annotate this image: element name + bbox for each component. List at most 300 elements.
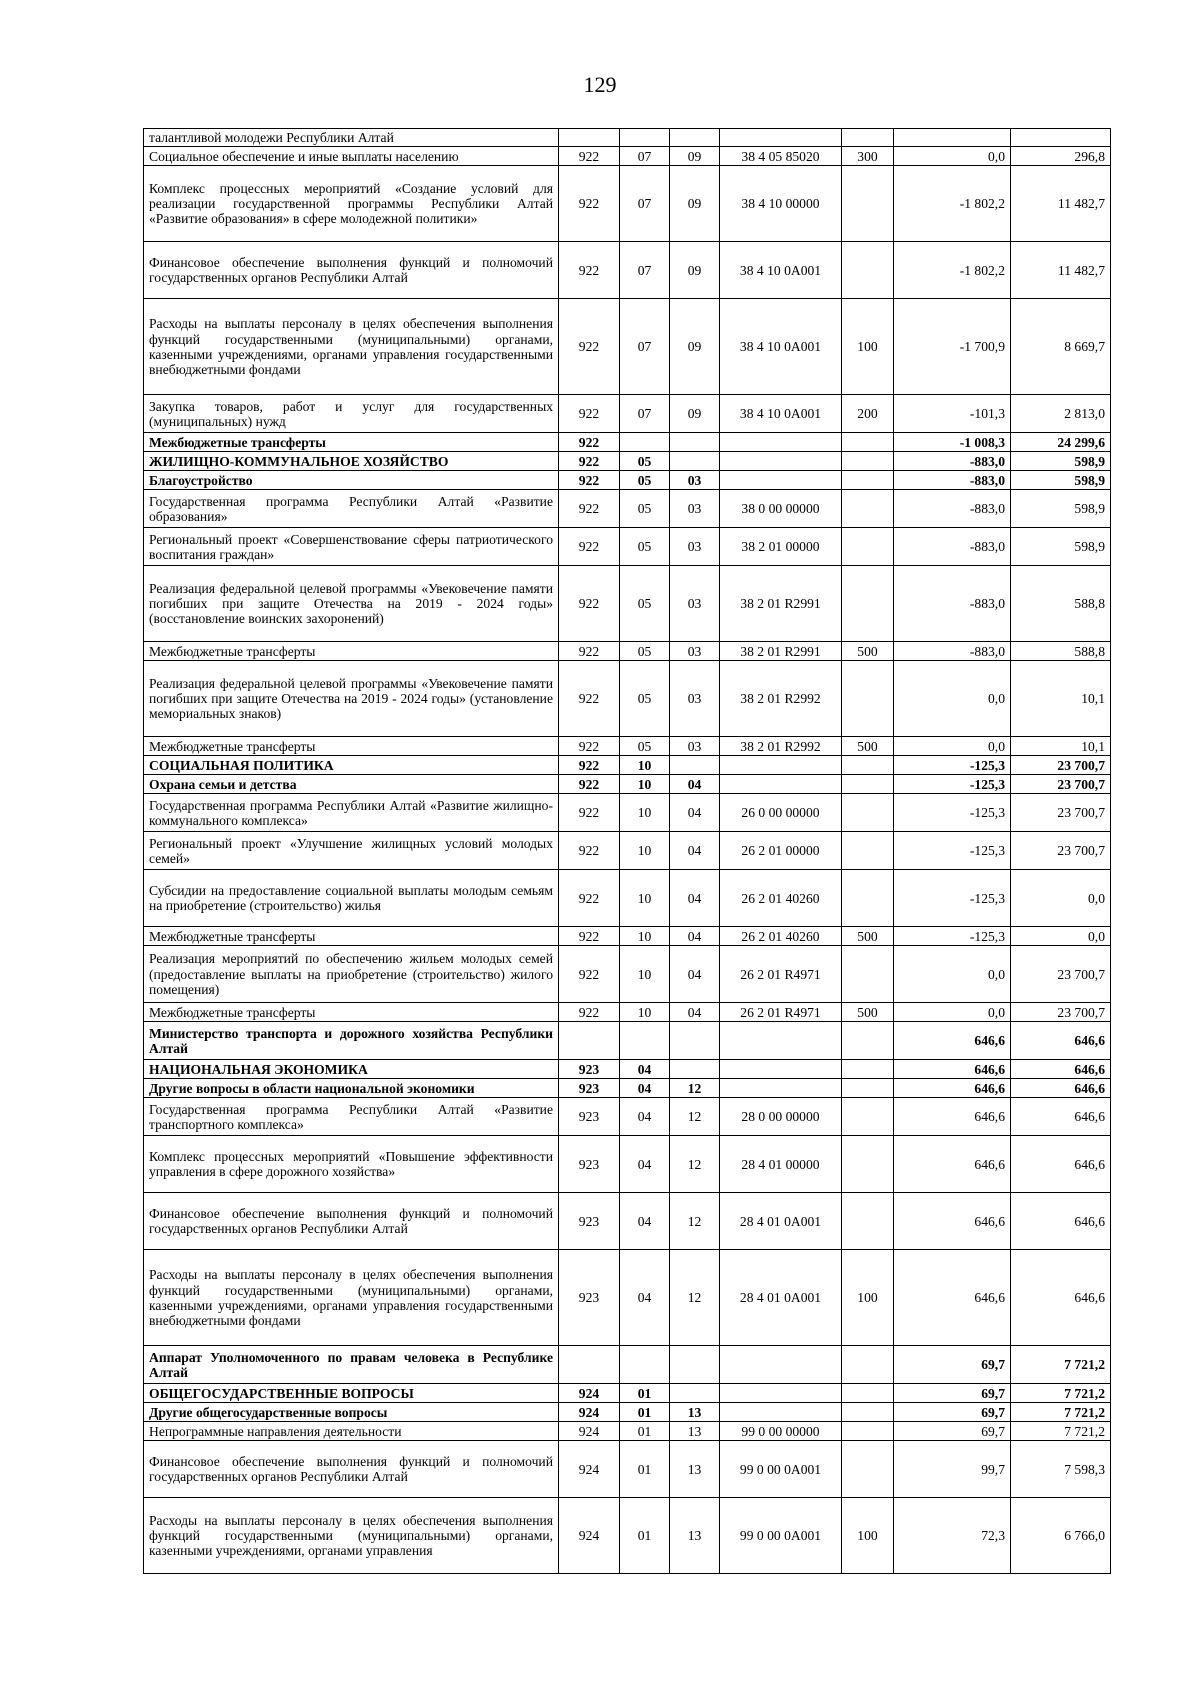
row-section-code: 05 bbox=[620, 452, 670, 471]
row-subsection-code: 03 bbox=[670, 737, 720, 756]
row-target-article-code: 99 0 00 00000 bbox=[720, 1422, 842, 1441]
row-amount-total: 7 721,2 bbox=[1011, 1422, 1111, 1441]
row-amount-total: 646,6 bbox=[1011, 1136, 1111, 1193]
table-row bbox=[144, 490, 1111, 528]
row-name: Аппарат Уполномоченного по правам человека в Республике Алтай bbox=[144, 1346, 559, 1384]
table-row bbox=[144, 1422, 1111, 1441]
row-amount-change: -883,0 bbox=[894, 452, 1011, 471]
row-expense-type-code bbox=[842, 1384, 894, 1403]
row-subsection-code bbox=[670, 452, 720, 471]
row-amount-change: 0,0 bbox=[894, 1003, 1011, 1022]
row-amount-total: 2 813,0 bbox=[1011, 395, 1111, 433]
row-grbs-code: 923 bbox=[559, 1193, 620, 1250]
row-grbs-code bbox=[559, 129, 620, 147]
row-expense-type-code bbox=[842, 832, 894, 870]
row-grbs-code bbox=[559, 1346, 620, 1384]
table-row bbox=[144, 1079, 1111, 1098]
row-amount-change: 0,0 bbox=[894, 946, 1011, 1003]
row-section-code: 05 bbox=[620, 661, 670, 737]
row-subsection-code: 04 bbox=[670, 832, 720, 870]
row-amount-change: -883,0 bbox=[894, 471, 1011, 490]
row-subsection-code: 04 bbox=[670, 794, 720, 832]
row-section-code: 04 bbox=[620, 1060, 670, 1079]
row-amount-total: 0,0 bbox=[1011, 870, 1111, 927]
table-row bbox=[144, 1003, 1111, 1022]
row-target-article-code: 38 2 01 R2992 bbox=[720, 737, 842, 756]
row-target-article-code bbox=[720, 1403, 842, 1422]
row-subsection-code: 03 bbox=[670, 566, 720, 642]
row-subsection-code bbox=[670, 433, 720, 452]
row-amount-change: -1 008,3 bbox=[894, 433, 1011, 452]
row-amount-change: -125,3 bbox=[894, 832, 1011, 870]
row-target-article-code bbox=[720, 1022, 842, 1060]
row-amount-total: 598,9 bbox=[1011, 471, 1111, 490]
row-expense-type-code: 300 bbox=[842, 147, 894, 166]
row-section-code: 04 bbox=[620, 1250, 670, 1346]
row-amount-total: 23 700,7 bbox=[1011, 794, 1111, 832]
row-name: талантливой молодежи Республики Алтай bbox=[144, 129, 559, 147]
row-name: Другие общегосударственные вопросы bbox=[144, 1403, 559, 1422]
row-amount-total: 646,6 bbox=[1011, 1079, 1111, 1098]
row-amount-change: -1 700,9 bbox=[894, 299, 1011, 395]
row-expense-type-code bbox=[842, 946, 894, 1003]
row-grbs-code: 922 bbox=[559, 299, 620, 395]
row-section-code: 01 bbox=[620, 1384, 670, 1403]
row-expense-type-code bbox=[842, 1136, 894, 1193]
row-amount-change: -125,3 bbox=[894, 756, 1011, 775]
row-subsection-code: 04 bbox=[670, 1003, 720, 1022]
row-name: Государственная программа Республики Алтай «Развитие жилищно-коммунального комплекса» bbox=[144, 794, 559, 832]
row-target-article-code bbox=[720, 1346, 842, 1384]
row-target-article-code: 99 0 00 0A001 bbox=[720, 1498, 842, 1574]
row-section-code: 10 bbox=[620, 794, 670, 832]
row-subsection-code: 03 bbox=[670, 528, 720, 566]
row-subsection-code: 03 bbox=[670, 490, 720, 528]
row-subsection-code: 04 bbox=[670, 870, 720, 927]
row-subsection-code: 09 bbox=[670, 299, 720, 395]
row-grbs-code: 923 bbox=[559, 1060, 620, 1079]
row-subsection-code: 04 bbox=[670, 946, 720, 1003]
row-subsection-code bbox=[670, 1022, 720, 1060]
row-amount-total: 23 700,7 bbox=[1011, 946, 1111, 1003]
row-section-code: 10 bbox=[620, 1003, 670, 1022]
row-section-code: 04 bbox=[620, 1136, 670, 1193]
row-target-article-code: 38 4 10 0A001 bbox=[720, 299, 842, 395]
row-section-code: 04 bbox=[620, 1098, 670, 1136]
row-amount-change bbox=[894, 129, 1011, 147]
row-amount-change: -125,3 bbox=[894, 927, 1011, 946]
row-amount-change: -125,3 bbox=[894, 870, 1011, 927]
row-grbs-code: 922 bbox=[559, 832, 620, 870]
row-name: Комплекс процессных мероприятий «Повышение эффективности управления в сфере дорожного хозяйства» bbox=[144, 1136, 559, 1193]
row-amount-change: 646,6 bbox=[894, 1079, 1011, 1098]
row-expense-type-code bbox=[842, 1346, 894, 1384]
table-row bbox=[144, 1136, 1111, 1193]
row-section-code bbox=[620, 1346, 670, 1384]
row-amount-total: 0,0 bbox=[1011, 927, 1111, 946]
row-expense-type-code: 500 bbox=[842, 1003, 894, 1022]
row-expense-type-code bbox=[842, 528, 894, 566]
row-amount-change: -125,3 bbox=[894, 794, 1011, 832]
table-row bbox=[144, 737, 1111, 756]
row-section-code: 01 bbox=[620, 1422, 670, 1441]
row-expense-type-code bbox=[842, 1193, 894, 1250]
table-row bbox=[144, 528, 1111, 566]
row-section-code bbox=[620, 433, 670, 452]
row-section-code: 05 bbox=[620, 566, 670, 642]
row-grbs-code: 922 bbox=[559, 737, 620, 756]
row-amount-change: -883,0 bbox=[894, 528, 1011, 566]
row-amount-change: 69,7 bbox=[894, 1403, 1011, 1422]
row-amount-total: 7 721,2 bbox=[1011, 1384, 1111, 1403]
row-subsection-code: 09 bbox=[670, 395, 720, 433]
row-name: НАЦИОНАЛЬНАЯ ЭКОНОМИКА bbox=[144, 1060, 559, 1079]
row-subsection-code: 09 bbox=[670, 147, 720, 166]
row-grbs-code: 922 bbox=[559, 147, 620, 166]
row-target-article-code: 28 4 01 00000 bbox=[720, 1136, 842, 1193]
row-name: Межбюджетные трансферты bbox=[144, 737, 559, 756]
row-grbs-code: 924 bbox=[559, 1422, 620, 1441]
row-amount-change: -125,3 bbox=[894, 775, 1011, 794]
table-row bbox=[144, 661, 1111, 737]
row-target-article-code: 38 0 00 00000 bbox=[720, 490, 842, 528]
row-amount-total: 11 482,7 bbox=[1011, 242, 1111, 299]
table-row bbox=[144, 166, 1111, 242]
row-target-article-code: 38 4 10 0A001 bbox=[720, 395, 842, 433]
table-row bbox=[144, 1193, 1111, 1250]
row-grbs-code: 922 bbox=[559, 756, 620, 775]
row-expense-type-code: 100 bbox=[842, 1498, 894, 1574]
row-name: Субсидии на предоставление социальной выплаты молодым семьям на приобретение (строительство) жилья bbox=[144, 870, 559, 927]
row-expense-type-code bbox=[842, 870, 894, 927]
row-grbs-code: 922 bbox=[559, 1003, 620, 1022]
row-target-article-code: 28 4 01 0A001 bbox=[720, 1250, 842, 1346]
row-amount-change: 646,6 bbox=[894, 1022, 1011, 1060]
row-amount-change: 99,7 bbox=[894, 1441, 1011, 1498]
row-name: Закупка товаров, работ и услуг для государственных (муниципальных) нужд bbox=[144, 395, 559, 433]
row-expense-type-code bbox=[842, 166, 894, 242]
row-expense-type-code bbox=[842, 1060, 894, 1079]
row-target-article-code bbox=[720, 452, 842, 471]
row-grbs-code: 923 bbox=[559, 1250, 620, 1346]
row-section-code: 07 bbox=[620, 166, 670, 242]
row-amount-total: 23 700,7 bbox=[1011, 832, 1111, 870]
row-subsection-code: 12 bbox=[670, 1098, 720, 1136]
table-row bbox=[144, 299, 1111, 395]
row-amount-total: 646,6 bbox=[1011, 1250, 1111, 1346]
row-subsection-code: 03 bbox=[670, 642, 720, 661]
row-target-article-code bbox=[720, 775, 842, 794]
row-subsection-code bbox=[670, 129, 720, 147]
row-name: Расходы на выплаты персоналу в целях обеспечения выполнения функций государственными (муниципальными) органами, казенными учреждениями, органами управления bbox=[144, 1498, 559, 1574]
table-row bbox=[144, 242, 1111, 299]
table-row bbox=[144, 870, 1111, 927]
row-section-code: 10 bbox=[620, 756, 670, 775]
row-name: Министерство транспорта и дорожного хозяйства Республики Алтай bbox=[144, 1022, 559, 1060]
row-target-article-code bbox=[720, 756, 842, 775]
row-section-code: 07 bbox=[620, 299, 670, 395]
row-expense-type-code: 100 bbox=[842, 1250, 894, 1346]
table-row bbox=[144, 1403, 1111, 1422]
row-target-article-code bbox=[720, 471, 842, 490]
row-grbs-code: 924 bbox=[559, 1441, 620, 1498]
row-subsection-code: 13 bbox=[670, 1498, 720, 1574]
row-target-article-code bbox=[720, 1384, 842, 1403]
row-name: Межбюджетные трансферты bbox=[144, 927, 559, 946]
row-amount-change: 0,0 bbox=[894, 661, 1011, 737]
row-amount-total: 7 598,3 bbox=[1011, 1441, 1111, 1498]
row-target-article-code: 28 0 00 00000 bbox=[720, 1098, 842, 1136]
row-expense-type-code bbox=[842, 452, 894, 471]
row-grbs-code: 924 bbox=[559, 1498, 620, 1574]
row-expense-type-code bbox=[842, 1098, 894, 1136]
row-name: Финансовое обеспечение выполнения функций и полномочий государственных органов Республики Алтай bbox=[144, 1193, 559, 1250]
row-grbs-code: 922 bbox=[559, 433, 620, 452]
row-amount-total: 588,8 bbox=[1011, 566, 1111, 642]
row-name: Расходы на выплаты персоналу в целях обеспечения выполнения функций государственными (муниципальными) органами, казенными учреждениями, органами управления государственными внебюджетными фондами bbox=[144, 1250, 559, 1346]
row-amount-total: 8 669,7 bbox=[1011, 299, 1111, 395]
table-row bbox=[144, 1441, 1111, 1498]
row-amount-total: 646,6 bbox=[1011, 1060, 1111, 1079]
row-subsection-code: 03 bbox=[670, 661, 720, 737]
row-subsection-code: 13 bbox=[670, 1422, 720, 1441]
row-grbs-code: 922 bbox=[559, 794, 620, 832]
row-target-article-code: 38 4 10 00000 bbox=[720, 166, 842, 242]
table-row bbox=[144, 395, 1111, 433]
row-amount-total: 588,8 bbox=[1011, 642, 1111, 661]
row-amount-change: -101,3 bbox=[894, 395, 1011, 433]
row-target-article-code bbox=[720, 129, 842, 147]
budget-table bbox=[143, 128, 1111, 1574]
row-target-article-code: 26 2 01 40260 bbox=[720, 870, 842, 927]
row-name: Государственная программа Республики Алтай «Развитие образования» bbox=[144, 490, 559, 528]
row-target-article-code: 38 4 10 0A001 bbox=[720, 242, 842, 299]
row-name: Реализация мероприятий по обеспечению жильем молодых семей (предоставление выплаты на приобретение (строительство) жилого помещения) bbox=[144, 946, 559, 1003]
row-section-code bbox=[620, 1022, 670, 1060]
row-expense-type-code bbox=[842, 129, 894, 147]
table-row bbox=[144, 794, 1111, 832]
table-row bbox=[144, 775, 1111, 794]
row-name: Государственная программа Республики Алтай «Развитие транспортного комплекса» bbox=[144, 1098, 559, 1136]
row-expense-type-code bbox=[842, 490, 894, 528]
table-row bbox=[144, 129, 1111, 147]
row-amount-change: -1 802,2 bbox=[894, 166, 1011, 242]
row-expense-type-code bbox=[842, 775, 894, 794]
row-amount-change: -883,0 bbox=[894, 566, 1011, 642]
row-amount-change: 646,6 bbox=[894, 1250, 1011, 1346]
row-amount-total: 10,1 bbox=[1011, 661, 1111, 737]
row-section-code: 01 bbox=[620, 1441, 670, 1498]
row-grbs-code: 922 bbox=[559, 395, 620, 433]
row-subsection-code bbox=[670, 1346, 720, 1384]
row-expense-type-code bbox=[842, 471, 894, 490]
row-name: Расходы на выплаты персоналу в целях обеспечения выполнения функций государственными (муниципальными) органами, казенными учреждениями, органами управления государственными внебюджетными фондами bbox=[144, 299, 559, 395]
row-grbs-code: 922 bbox=[559, 166, 620, 242]
row-name: ЖИЛИЩНО-КОММУНАЛЬНОЕ ХОЗЯЙСТВО bbox=[144, 452, 559, 471]
row-expense-type-code: 500 bbox=[842, 642, 894, 661]
row-target-article-code: 38 2 01 R2992 bbox=[720, 661, 842, 737]
row-name: СОЦИАЛЬНАЯ ПОЛИТИКА bbox=[144, 756, 559, 775]
table-row bbox=[144, 927, 1111, 946]
row-target-article-code: 26 0 00 00000 bbox=[720, 794, 842, 832]
row-grbs-code: 922 bbox=[559, 775, 620, 794]
row-grbs-code: 922 bbox=[559, 642, 620, 661]
row-expense-type-code bbox=[842, 1422, 894, 1441]
row-target-article-code: 38 2 01 R2991 bbox=[720, 642, 842, 661]
row-amount-total: 296,8 bbox=[1011, 147, 1111, 166]
row-grbs-code: 922 bbox=[559, 528, 620, 566]
row-section-code: 07 bbox=[620, 147, 670, 166]
row-subsection-code: 09 bbox=[670, 166, 720, 242]
row-name: ОБЩЕГОСУДАРСТВЕННЫЕ ВОПРОСЫ bbox=[144, 1384, 559, 1403]
row-target-article-code: 38 2 01 R2991 bbox=[720, 566, 842, 642]
row-grbs-code: 924 bbox=[559, 1384, 620, 1403]
row-target-article-code: 26 2 01 R4971 bbox=[720, 946, 842, 1003]
row-amount-change: 0,0 bbox=[894, 147, 1011, 166]
row-subsection-code: 13 bbox=[670, 1441, 720, 1498]
row-amount-total: 646,6 bbox=[1011, 1193, 1111, 1250]
row-target-article-code: 99 0 00 0A001 bbox=[720, 1441, 842, 1498]
row-amount-change: 72,3 bbox=[894, 1498, 1011, 1574]
row-amount-total: 11 482,7 bbox=[1011, 166, 1111, 242]
table-row bbox=[144, 946, 1111, 1003]
row-target-article-code bbox=[720, 1060, 842, 1079]
table-row bbox=[144, 147, 1111, 166]
page-number: 129 bbox=[583, 72, 617, 97]
row-amount-change: 69,7 bbox=[894, 1384, 1011, 1403]
row-target-article-code: 26 2 01 R4971 bbox=[720, 1003, 842, 1022]
row-section-code: 07 bbox=[620, 242, 670, 299]
row-grbs-code: 922 bbox=[559, 242, 620, 299]
row-name: Финансовое обеспечение выполнения функций и полномочий государственных органов Республики Алтай bbox=[144, 1441, 559, 1498]
row-expense-type-code bbox=[842, 1022, 894, 1060]
row-name: Межбюджетные трансферты bbox=[144, 1003, 559, 1022]
row-section-code: 05 bbox=[620, 642, 670, 661]
row-expense-type-code bbox=[842, 794, 894, 832]
row-amount-total: 24 299,6 bbox=[1011, 433, 1111, 452]
row-amount-total bbox=[1011, 129, 1111, 147]
row-subsection-code: 12 bbox=[670, 1079, 720, 1098]
table-row bbox=[144, 642, 1111, 661]
row-section-code: 10 bbox=[620, 775, 670, 794]
row-amount-total: 23 700,7 bbox=[1011, 756, 1111, 775]
row-amount-change: 0,0 bbox=[894, 737, 1011, 756]
row-subsection-code: 04 bbox=[670, 775, 720, 794]
row-section-code: 10 bbox=[620, 832, 670, 870]
row-section-code: 10 bbox=[620, 927, 670, 946]
row-expense-type-code bbox=[842, 1441, 894, 1498]
table-row bbox=[144, 1098, 1111, 1136]
row-expense-type-code bbox=[842, 1403, 894, 1422]
row-name: Финансовое обеспечение выполнения функций и полномочий государственных органов Республики Алтай bbox=[144, 242, 559, 299]
table-row bbox=[144, 1384, 1111, 1403]
row-grbs-code: 923 bbox=[559, 1136, 620, 1193]
table-row bbox=[144, 433, 1111, 452]
row-name: Межбюджетные трансферты bbox=[144, 642, 559, 661]
row-target-article-code: 26 2 01 40260 bbox=[720, 927, 842, 946]
row-grbs-code: 922 bbox=[559, 661, 620, 737]
row-name: Социальное обеспечение и иные выплаты населению bbox=[144, 147, 559, 166]
row-section-code: 04 bbox=[620, 1079, 670, 1098]
row-name: Другие вопросы в области национальной экономики bbox=[144, 1079, 559, 1098]
row-grbs-code bbox=[559, 1022, 620, 1060]
row-expense-type-code: 100 bbox=[842, 299, 894, 395]
row-amount-change: 646,6 bbox=[894, 1193, 1011, 1250]
row-amount-total: 10,1 bbox=[1011, 737, 1111, 756]
table-row bbox=[144, 756, 1111, 775]
row-subsection-code: 03 bbox=[670, 471, 720, 490]
row-amount-change: 646,6 bbox=[894, 1136, 1011, 1193]
row-target-article-code: 38 2 01 00000 bbox=[720, 528, 842, 566]
row-amount-total: 23 700,7 bbox=[1011, 1003, 1111, 1022]
row-subsection-code: 13 bbox=[670, 1403, 720, 1422]
row-expense-type-code bbox=[842, 661, 894, 737]
row-subsection-code bbox=[670, 1060, 720, 1079]
table-row bbox=[144, 1346, 1111, 1384]
row-grbs-code: 922 bbox=[559, 471, 620, 490]
row-amount-change: -883,0 bbox=[894, 490, 1011, 528]
row-section-code: 05 bbox=[620, 471, 670, 490]
table-row bbox=[144, 832, 1111, 870]
row-expense-type-code: 500 bbox=[842, 737, 894, 756]
table-row bbox=[144, 566, 1111, 642]
row-amount-total: 23 700,7 bbox=[1011, 775, 1111, 794]
row-grbs-code: 922 bbox=[559, 927, 620, 946]
row-section-code bbox=[620, 129, 670, 147]
row-amount-total: 598,9 bbox=[1011, 490, 1111, 528]
row-amount-change: 646,6 bbox=[894, 1098, 1011, 1136]
row-grbs-code: 922 bbox=[559, 870, 620, 927]
row-amount-total: 6 766,0 bbox=[1011, 1498, 1111, 1574]
row-name: Региональный проект «Улучшение жилищных условий молодых семей» bbox=[144, 832, 559, 870]
table-row bbox=[144, 1022, 1111, 1060]
table-row bbox=[144, 1498, 1111, 1574]
row-target-article-code bbox=[720, 433, 842, 452]
row-grbs-code: 923 bbox=[559, 1098, 620, 1136]
row-expense-type-code bbox=[842, 433, 894, 452]
row-subsection-code: 12 bbox=[670, 1136, 720, 1193]
row-amount-change: 69,7 bbox=[894, 1422, 1011, 1441]
row-amount-total: 646,6 bbox=[1011, 1022, 1111, 1060]
row-section-code: 07 bbox=[620, 395, 670, 433]
row-section-code: 04 bbox=[620, 1193, 670, 1250]
row-name: Охрана семьи и детства bbox=[144, 775, 559, 794]
row-section-code: 10 bbox=[620, 946, 670, 1003]
table-row bbox=[144, 1250, 1111, 1346]
row-expense-type-code bbox=[842, 566, 894, 642]
row-subsection-code: 12 bbox=[670, 1193, 720, 1250]
row-expense-type-code bbox=[842, 1079, 894, 1098]
row-subsection-code: 12 bbox=[670, 1250, 720, 1346]
row-subsection-code: 09 bbox=[670, 242, 720, 299]
row-amount-total: 7 721,2 bbox=[1011, 1403, 1111, 1422]
row-name: Реализация федеральной целевой программы «Увековечение памяти погибших при защите Отечества на 2019 - 2024 годы» (установление мемориальных знаков) bbox=[144, 661, 559, 737]
row-grbs-code: 922 bbox=[559, 452, 620, 471]
row-expense-type-code bbox=[842, 242, 894, 299]
row-amount-total: 598,9 bbox=[1011, 528, 1111, 566]
row-section-code: 05 bbox=[620, 528, 670, 566]
row-target-article-code bbox=[720, 1079, 842, 1098]
row-section-code: 05 bbox=[620, 490, 670, 528]
row-name: Комплекс процессных мероприятий «Создание условий для реализации государственной программы Республики Алтай «Развитие образования» в сфере молодежной политики» bbox=[144, 166, 559, 242]
row-amount-change: -883,0 bbox=[894, 642, 1011, 661]
row-amount-change: 69,7 bbox=[894, 1346, 1011, 1384]
table-row bbox=[144, 452, 1111, 471]
row-expense-type-code: 200 bbox=[842, 395, 894, 433]
row-name: Межбюджетные трансферты bbox=[144, 433, 559, 452]
row-grbs-code: 922 bbox=[559, 566, 620, 642]
row-section-code: 05 bbox=[620, 737, 670, 756]
